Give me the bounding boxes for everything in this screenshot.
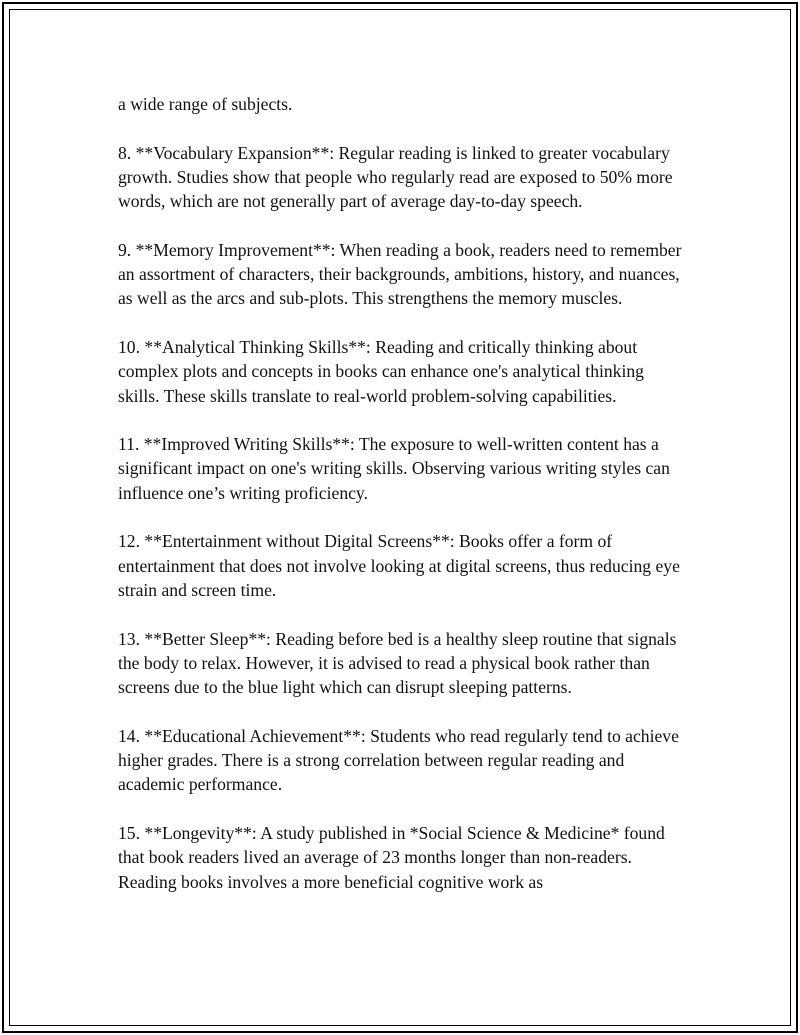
paragraph-longevity: 15. **Longevity**: A study published in *Social Science & Medicine* found that book readers lived an average of 23 months longer than non-readers. Reading books involves a more beneficial cognitive work as — [118, 822, 665, 892]
document-body — [118, 92, 688, 918]
paragraph-entertainment: 12. **Entertainment without Digital Screens**: Books offer a form of entertainment that does not involve looking at digital screens, thus reducing eye strain and screen time. — [118, 531, 680, 600]
paragraph-vocabulary-expansion: 8. **Vocabulary Expansion**: Regular reading is linked to greater vocabulary growth. Studies show that people who regularly read are exposed to 50% more words, which are not generally part of average day-to-day speech. — [118, 142, 673, 212]
paragraph-analytical-thinking: 10. **Analytical Thinking Skills**: Reading and critically thinking about complex plots and concepts in books can enhance one's analytical thinking skills. These skills translate to real-world problem-solving capabilities. — [118, 336, 644, 406]
paragraph-improved-writing: 11. **Improved Writing Skills**: The exposure to well-written content has a significant impact on one's writing skills. Observing various writing styles can influence one’s writing proficiency. — [118, 434, 670, 503]
paragraph-better-sleep: 13. **Better Sleep**: Reading before bed is a healthy sleep routine that signals the body to relax. However, it is advised to read a physical book rather than screens due to the blue light which can disrupt sleeping patterns. — [118, 628, 677, 698]
paragraph-memory-improvement: 9. **Memory Improvement**: When reading a book, readers need to remember an assortment of characters, their backgrounds, ambitions, history, and nuances, as well as the arcs and sub-plots. This strengthens the memory muscles. — [118, 239, 682, 309]
paragraph-continuation: a wide range of subjects. — [118, 94, 293, 114]
paragraph-educational-achievement: 14. **Educational Achievement**: Students who read regularly tend to achieve higher grades. There is a strong correlation between regular reading and academic performance. — [118, 725, 679, 795]
